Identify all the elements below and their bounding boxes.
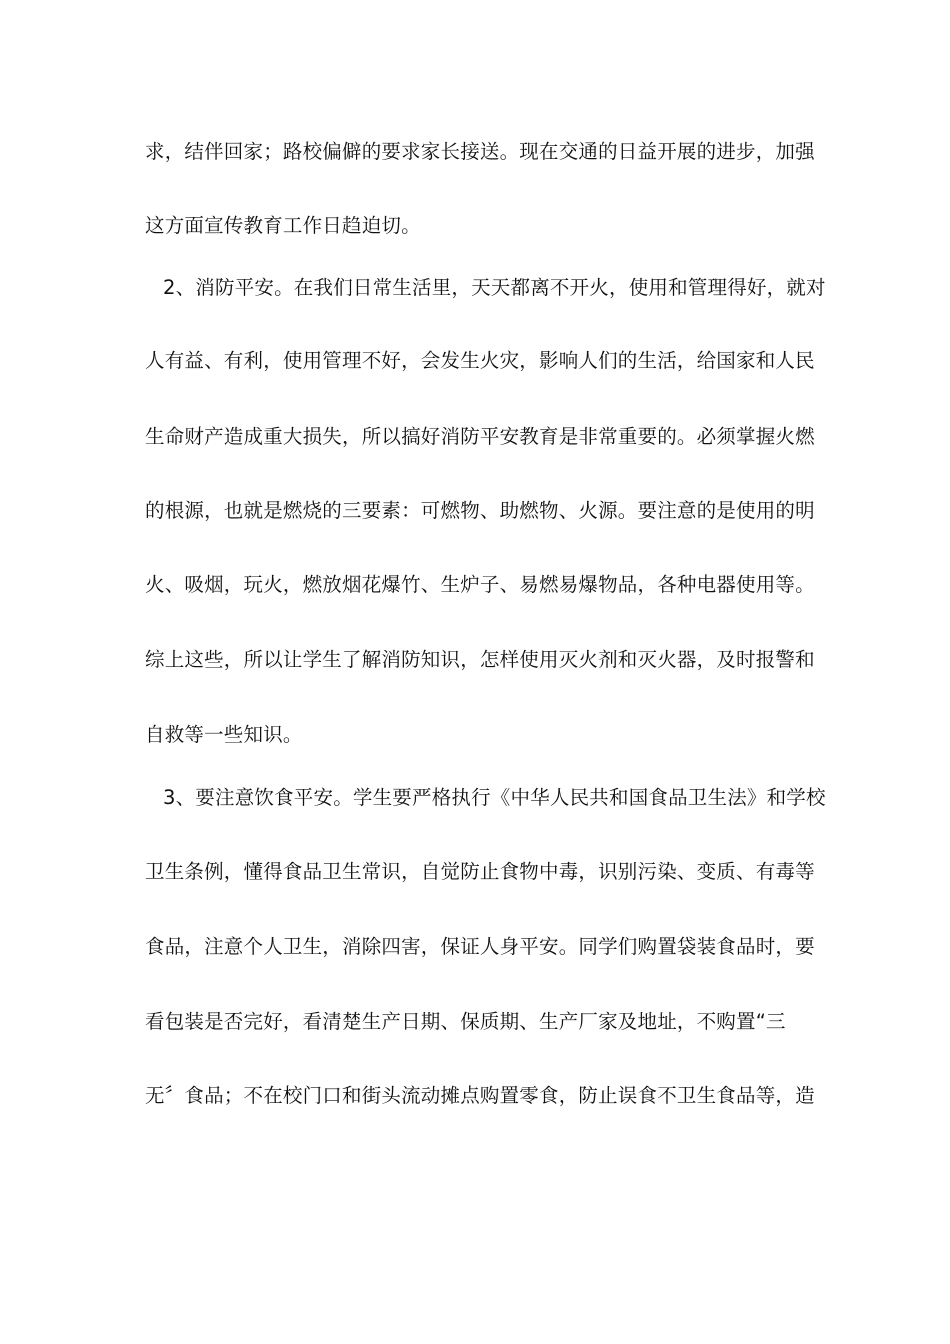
- text-line: 自救等一些知识。: [145, 723, 303, 746]
- paragraph-2-start: 2、消防平安。在我们日常生活里，天天都离不开火，使用和管理得好，就对: [163, 276, 826, 299]
- text-line: 的根源，也就是燃烧的三要素：可燃物、助燃物、火源。要注意的是使用的明: [145, 499, 815, 522]
- text-line: 食品，注意个人卫生，消除四害，保证人身平安。同学们购置袋装食品时，要: [145, 935, 815, 958]
- text-line: 综上这些，所以让学生了解消防知识，怎样使用灭火剂和灭火器，及时报警和: [145, 648, 815, 671]
- text-line: 卫生条例，懂得食品卫生常识，自觉防止食物中毒，识别污染、变质、有毒等: [145, 860, 815, 883]
- text-line: 求，结伴回家；路校偏僻的要求家长接送。现在交通的日益开展的进步，加强: [145, 140, 815, 163]
- text-line: 火、吸烟，玩火，燃放烟花爆竹、生炉子、易燃易爆物品，各种电器使用等。: [145, 573, 815, 596]
- text-line: 无〞食品；不在校门口和街头流动摊点购置零食，防止误食不卫生食品等，造: [145, 1084, 815, 1107]
- text-line: 人有益、有利，使用管理不好，会发生火灾，影响人们的生活，给国家和人民: [145, 349, 815, 372]
- paragraph-3-start: 3、要注意饮食平安。学生要严格执行《中华人民共和国食品卫生法》和学校: [163, 786, 826, 809]
- text-line: 这方面宣传教育工作日趋迫切。: [145, 214, 421, 237]
- text-line: 生命财产造成重大损失，所以搞好消防平安教育是非常重要的。必须掌握火燃: [145, 425, 815, 448]
- text-line: 看包装是否完好，看清楚生产日期、保质期、生产厂家及地址，不购置“三: [145, 1010, 786, 1033]
